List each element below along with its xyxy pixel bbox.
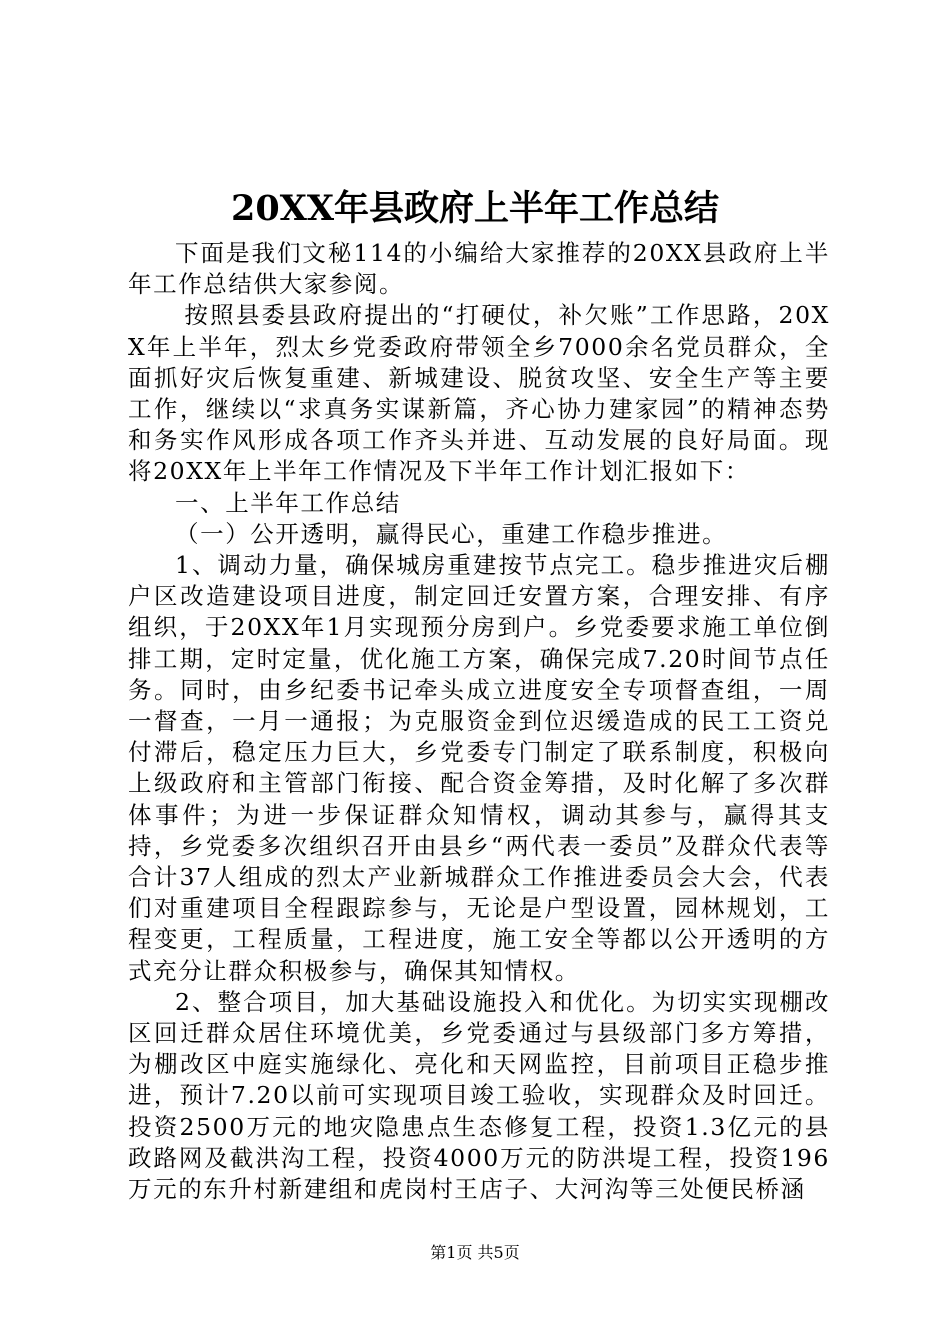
paragraph-item-1: 1、调动力量，确保城房重建按节点完工。稳步推进灾后棚户区改造建设项目进度，制定回迁安置方案，合理安排、有序组织，于20XX年1月实现预分房到户。乡党委要求施工单位倒排工期，定时定量，优化施工方案，确保完成7.20时间节点任务。同时，由乡纪委书记牵头成立进度安全专项督查组，一周一督查，一月一通报；为克服资金到位迟缓造成的民工工资兑付滞后，稳定压力巨大，乡党委专门制定了联系制度，积极向上级政府和主管部门衔接、配合资金筹措，及时化解了多次群体事件；为进一步保证群众知情权，调动其参与，赢得其支持，乡党委多次组织召开由县乡“两代表一委员”及群众代表等合计37人组成的烈太产业新城群众工作推进委员会大会，代表们对重建项目全程跟踪参与，无论是户型设置，园林规划，工程变更，工程质量，工程进度，施工安全等都以公开透明的方式充分让群众积极参与，确保其知情权。	[128, 551, 830, 985]
document-body	[128, 238, 830, 1205]
paragraph-intro: 下面是我们文秘114的小编给大家推荐的20XX县政府上半年工作总结供大家参阅。	[128, 239, 830, 299]
paragraph-item-2: 2、整合项目，加大基础设施投入和优化。为切实实现棚改区回迁群众居住环境优美，乡党委通过与县级部门多方筹措，为棚改区中庭实施绿化、亮化和天网监控，目前项目正稳步推进，预计7.20以前可实现项目竣工验收，实现群众及时回迁。投资2500万元的地灾隐患点生态修复工程，投资1.3亿元的县政路网及截洪沟工程，投资4000万元的防洪堤工程，投资196万元的东升村新建组和虎岗村王店子、大河沟等三处便民桥涵	[128, 987, 830, 1204]
section-heading-1: 一、上半年工作总结	[175, 488, 401, 517]
paragraph-overview: 按照县委县政府提出的“打硬仗，补欠账”工作思路，20XX年上半年，烈太乡党委政府带领全乡7000余名党员群众，全面抓好灾后恢复重建、新城建设、脱贫攻坚、安全生产等主要工作，继续以“求真务实谋新篇，齐心协力建家园”的精神态势和务实作风形成各项工作齐头并进、互动发展的良好局面。现将20XX年上半年工作情况及下半年工作计划汇报如下：	[128, 301, 830, 486]
document-title: 20XX年县政府上半年工作总结	[230, 188, 720, 229]
subsection-heading-1: （一）公开透明，赢得民心，重建工作稳步推进。	[175, 519, 728, 548]
page-number-footer: 第1页 共5页	[430, 1243, 520, 1262]
